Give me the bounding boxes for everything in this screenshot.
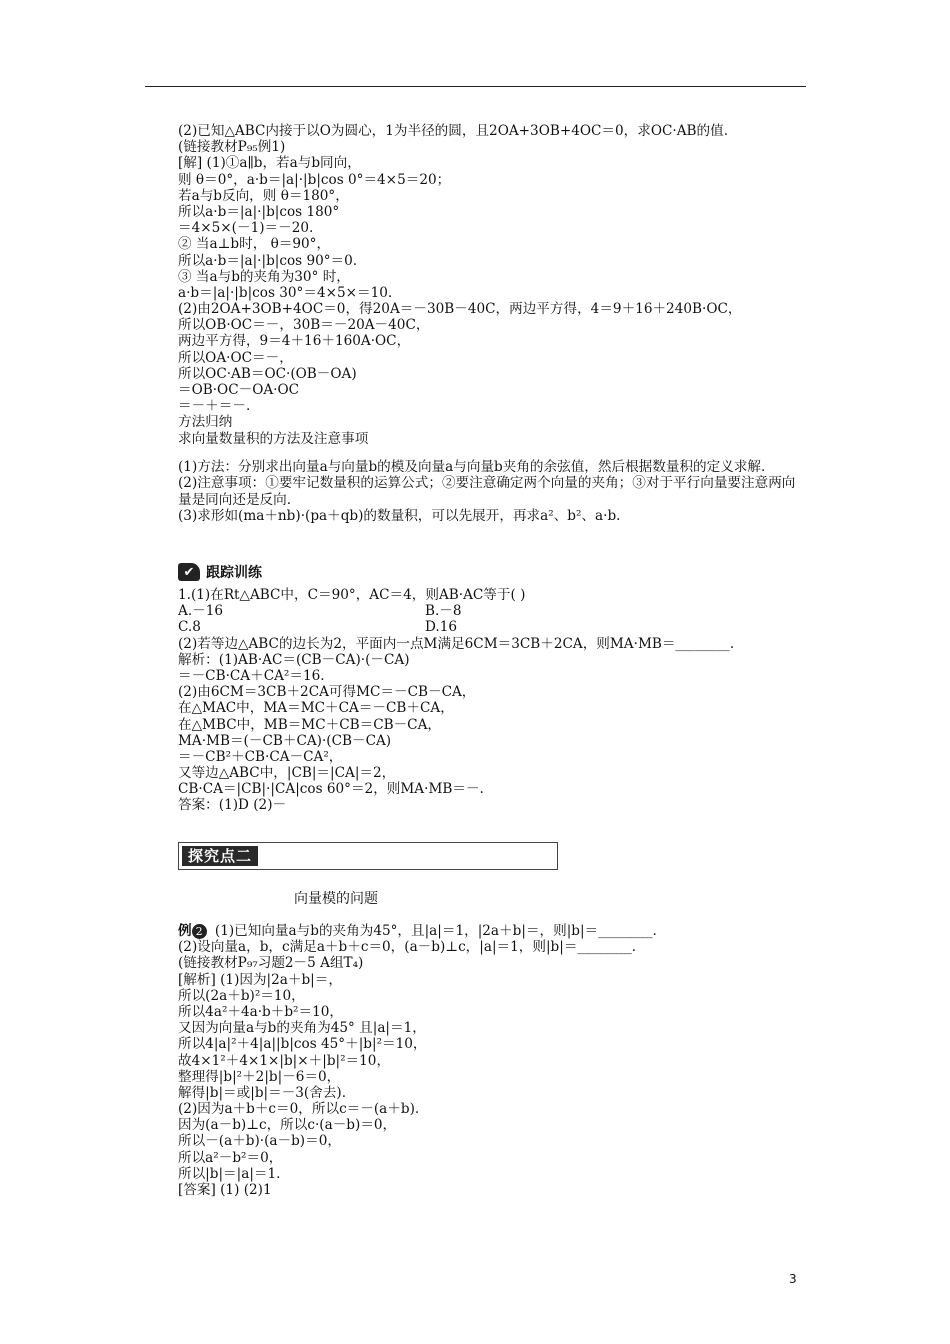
text-line: (2)已知△ABC内接于以O为圆心，1为半径的圆，且2OA+3OB+4OC＝0，求OC·AB的值. [178, 123, 729, 139]
text-line: 所以OC·AB＝OC·(OB－OA) [178, 365, 357, 382]
text-line: [解析] (1)因为|2a＋b|＝， [178, 971, 342, 988]
text-line: CB·CA＝|CB|·|CA|cos 60°＝2，则MA·MB＝－. [178, 781, 484, 798]
text-line: 解析：(1)AB·AC＝(CB－CA)·(－CA) [178, 651, 410, 668]
solution-block-1 [178, 123, 818, 447]
text-line: 整理得|b|²＋2|b|－6＝0， [178, 1068, 341, 1085]
section-label: 探究点二 [182, 846, 258, 866]
text-line: a·b＝|a|·|b|cos 30°＝4×5×＝10. [178, 284, 393, 301]
text-line: ＝－CB·CA＋CA²＝16. [178, 667, 325, 684]
text-line: 又因为向量a与b的夹角为45° 且|a|＝1， [178, 1020, 426, 1037]
text-line: 所以|b|＝|a|＝1. [178, 1165, 281, 1182]
option-d: D.16 [425, 619, 458, 636]
text-line: 所以OB·OC＝－，30B＝－20A－40C， [178, 317, 430, 334]
text-line: 所以－(a＋b)·(a－b)＝0， [178, 1133, 341, 1150]
answer-line: [答案] (1) (2)1 [178, 1182, 272, 1198]
method-point: (1)方法：分别求出向量a与向量b的模及向量a与向量b夹角的余弦值，然后根据数量积的定义求解. [178, 459, 766, 475]
text-line: ＝OB·OC－OA·OC [178, 382, 300, 398]
option-b: B.－8 [425, 603, 462, 620]
text-line: ② 当a⊥b时， θ＝90°， [178, 236, 331, 253]
text-line: ＝－CB²＋CB·CA－CA²， [178, 748, 343, 765]
text-line: 则 θ＝0°，a·b＝|a|·|b|cos 0°＝4×5＝20； [178, 171, 451, 188]
example-number-icon: 2 [192, 924, 207, 939]
check-icon: ✔ [178, 563, 200, 581]
section-title: 向量模的问题 [294, 891, 378, 907]
text-line: (链接教材P₉₅例1) [178, 139, 286, 156]
text-line: 所以4a²＋4a·b＋b²＝10， [178, 1003, 343, 1020]
text-line: 所以(2a＋b)²＝10， [178, 987, 305, 1004]
text-line: (2)由2OA+3OB+4OC＝0，得20A＝－30B－40C，两边平方得，4＝9＋16＋240B·OC， [178, 301, 742, 318]
example-mark: 例 [178, 923, 192, 939]
text-line: ＝4×5×(－1)＝－20. [178, 220, 314, 237]
text-line: ③ 当a与b的夹角为30° 时， [178, 268, 350, 285]
text-line: MA·MB＝(－CB＋CA)·(CB－CA) [178, 732, 392, 749]
text-line: 故4×1²＋4×1×|b|×＋|b|²＝10， [178, 1052, 391, 1069]
page-number: 3 [789, 1272, 797, 1286]
text-line: 两边平方得，9＝4＋16＋160A·OC， [178, 333, 411, 350]
answer-line: 答案：(1)D (2)－ [178, 797, 287, 814]
text-line: 所以a·b＝|a|·|b|cos 90°＝0. [178, 252, 358, 269]
text-line: 在△MAC中，MA＝MC＋CA＝－CB＋CA， [178, 700, 454, 717]
text-line: 又等边△ABC中，|CB|＝|CA|＝2， [178, 765, 396, 782]
practice-badge-label: 跟踪训练 [206, 565, 262, 581]
section-header-box [178, 842, 558, 870]
text-line: 所以a²－b²＝0， [178, 1149, 283, 1166]
header-rule [145, 86, 806, 87]
text-line: (2)因为a＋b＋c＝0，所以c＝－(a＋b). [178, 1101, 420, 1118]
text-line: [解] (1)①a∥b，若a与b同向， [178, 155, 361, 172]
question-line: 1.(1)在Rt△ABC中，C＝90°，AC＝4，则AB·AC等于( ) [178, 587, 526, 603]
text-line: (链接教材P₉₇习题2－5 A组T₄) [178, 955, 364, 972]
example-first-line [178, 923, 818, 939]
text-line: (2)由6CM＝3CB＋2CA可得MC＝－CB－CA， [178, 684, 476, 701]
text-line: (2)设向量a，b，c满足a＋b＋c＝0，(a－b)⊥c，|a|＝1，则|b|＝________. [178, 939, 637, 956]
option-a: A.－16 [178, 603, 224, 620]
text-line: 所以4|a|²＋4|a||b|cos 45°＋|b|²＝10， [178, 1036, 427, 1053]
method-summary [178, 459, 808, 525]
method-point: (3)求形如(ma＋nb)·(pa＋qb)的数量积，可以先展开，再求a²、b²、a·b. [178, 508, 621, 525]
example-block [178, 923, 818, 1198]
option-row [178, 619, 818, 635]
option-row [178, 603, 818, 619]
option-c: C.8 [178, 619, 201, 636]
text-line: 所以OA·OC＝－， [178, 349, 293, 366]
method-heading: 方法归纳 [178, 414, 233, 431]
practice-badge [178, 562, 262, 582]
method-subheading: 求向量数量积的方法及注意事项 [178, 430, 369, 447]
text-line: 因为(a－b)⊥c，所以c·(a－b)＝0， [178, 1117, 397, 1134]
text-line: (2)若等边△ABC的边长为2，平面内一点M满足6CM＝3CB＋2CA，则MA·MB＝________. [178, 635, 735, 652]
text-line: 解得|b|＝或|b|＝－3(舍去). [178, 1084, 347, 1101]
text-line: 在△MBC中，MB＝MC＋CB＝CB－CA， [178, 716, 441, 733]
text-line: 所以a·b＝|a|·|b|cos 180° [178, 203, 340, 220]
practice-block [178, 587, 818, 814]
text-line: 若a与b反向，则 θ＝180°， [178, 187, 349, 204]
method-point: (2)注意事项：①要牢记数量积的运算公式；②要注意确定两个向量的夹角；③对于平行向量要注意两向量是同向还是反向. [178, 475, 796, 508]
text-line: ＝－＋＝－. [178, 398, 251, 415]
example-question: (1)已知向量a与b的夹角为45°，且|a|＝1，|2a＋b|＝，则|b|＝________. [210, 923, 657, 939]
